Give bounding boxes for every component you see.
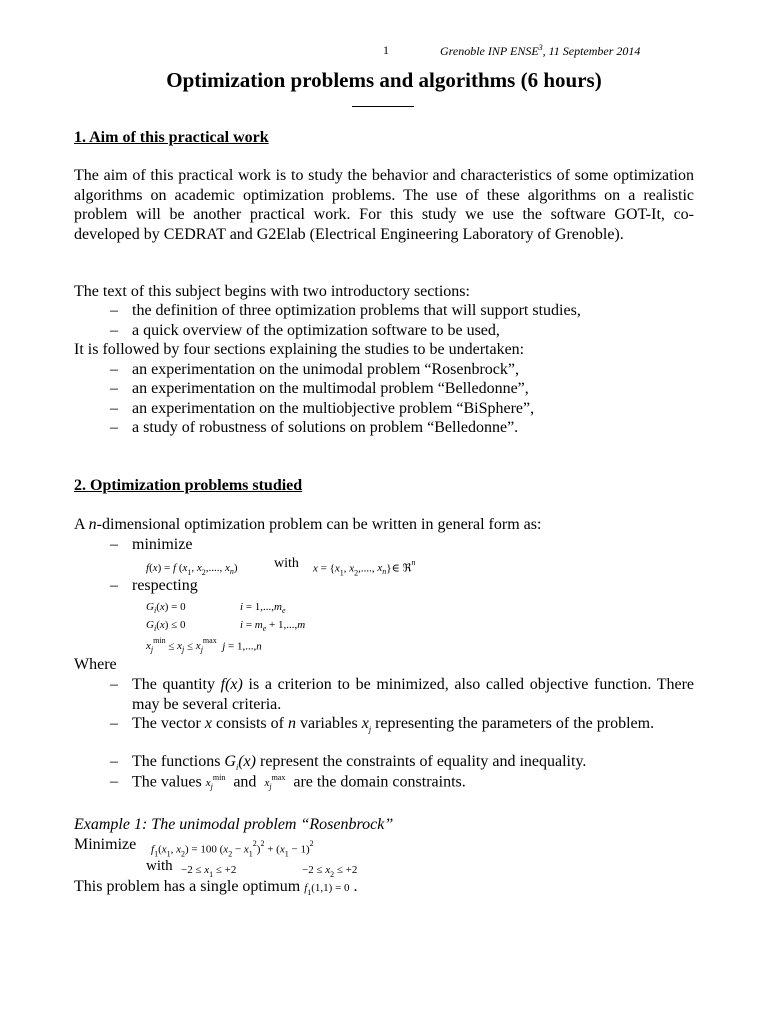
example-1-heading: Example 1: The unimodal problem “Rosenbrock”	[74, 816, 394, 833]
dash: –	[110, 753, 118, 770]
dash: –	[110, 400, 118, 417]
dash: –	[110, 361, 118, 378]
dash: –	[110, 536, 118, 553]
single-optimum-line: This problem has a single optimum $f_1(1,1) = 0$ .	[74, 878, 358, 898]
dash: –	[110, 302, 118, 319]
dash: –	[110, 419, 118, 436]
dash: –	[110, 322, 118, 339]
dash: –	[110, 577, 118, 594]
dash: –	[110, 773, 118, 790]
rosenbrock-formula: $f_1(x_1$, $x_2) = 100$ $(x_2 - x_1^2)^2 + (x_1 - 1)^2$	[151, 839, 314, 859]
header-org-sup: 3	[538, 43, 543, 52]
variable-set-formula: $x = \{x_1$, $x_2$,...., $x_n\}\in$ ℜ$^n$	[313, 558, 416, 578]
document-page: 1 Grenoble INP ENSE$^3$, 11 September 2014 Optimization problems and algorithms (6 hours) 1. Aim of this practical work The aim of this practical work is to study the behavior and characteristics of some optimization algorithms on academic optimization problems. The use of these algorithms on a realistic problem will be another practical work. For this study we use the software GOT-It, co-developed by CEDRAT and G2Elab (Electrical Engineering Laboratory of Grenoble). The text of this subject begins with two introductory sections: – the definition of three optimization problems that will support studies, – a quick overview of the optimization software to be used, It is followed by four sections explaining the studies to be undertaken: – an experimentation on the unimodal problem “Rosenbrock”, – an experimentation on the multimodal problem “Belledonne”, – an experimentation on the multiobjective problem “BiSphere”, – a study of robustness of solutions on problem “Belledonne”. 2. Optimization problems studied A n-dimensional optimization problem can be written in general form as: – minimize f(x) = f ($x_1$, $x_2$,...., $x_n$) with $x = \{x_1$, $x_2$,...., $x_n\}\in$ ℜ$^n$ – respecting $G_i(x) = 0$ $i = 1,...,m_e$ $G_i(x) \le 0$ $i = m_e + 1,...,m$ $x_j^{min} \le x_j \le x_j^{max}$ j = 1,...,n Where – The quantity f(x) is a criterion to be minimized, also called objective function. There may be several criteria. – The vector x consists of n variables $x_j$ representing the parameters of the problem. – The functions $G_i(x)$ represent the constraints of equality and inequality. – The values $x_j^{min}$ and $x_j^{max}$ are the domain constraints. Example 1: The unimodal problem “Rosenbrock” Minimize $f_1(x_1$, $x_2) = 100$ $(x_2 - x_1^2)^2 + (x_1 - 1)^2$ with $-2 \le x_1 \le +2$ $-2 \le x_2 \le +2$ This problem has a single optimum $f_1(1,1) = 0$ .	[0, 0, 768, 1024]
example-1-with: with	[146, 858, 173, 874]
objective-with: with	[274, 556, 299, 571]
title-rule	[352, 106, 414, 107]
x1-bounds-formula: $-2 \le x_1 \le +2$	[181, 864, 237, 880]
page-number: 1	[383, 43, 389, 57]
x2-bounds-formula: $-2 \le x_2 \le +2$	[302, 864, 358, 880]
section-2-intro: A n-dimensional optimization problem can be written in general form as:	[74, 516, 542, 533]
intro-line: The text of this subject begins with two introductory sections:	[74, 283, 470, 300]
section-1-paragraph: The aim of this practical work is to study the behavior and characteristics of some optimization algorithms on academic optimization problems. The use of these algorithms on a realistic problem will be another practical work. For this study we use the software GOT-It, co-developed by CEDRAT and G2Elab (Electrical Engineering Laboratory of Grenoble).	[74, 167, 694, 243]
domain-constraint-formula: $x_j^{min} \le x_j \le x_j^{max}$ j = 1,...,n	[146, 636, 262, 655]
where-label: Where	[74, 656, 117, 673]
objective-formula: f(x) = f ($x_1$, $x_2$,...., $x_n$)	[146, 562, 238, 578]
where-item-quantity: – The quantity f(x) is a criterion to be minimized, also called objective function. There may be several criteria.	[110, 676, 695, 713]
dash: –	[110, 676, 118, 693]
inequality-index-formula: $i = m_e + 1,...,m$	[240, 619, 306, 634]
section-2-heading: 2. Optimization problems studied	[74, 477, 303, 494]
header-org: Grenoble INP ENSE	[440, 44, 539, 58]
dash: –	[110, 715, 118, 732]
page-title: Optimization problems and algorithms (6 hours)	[166, 68, 602, 92]
where-item-vector: – The vector x consists of n variables $x_j$ representing the parameters of the problem.	[110, 715, 655, 735]
followed-line: It is followed by four sections explaining the studies to be undertaken:	[74, 341, 525, 358]
dash: –	[110, 380, 118, 397]
equality-constraint-formula: $G_i(x) = 0$	[146, 601, 186, 616]
inequality-constraint-formula: $G_i(x) \le 0$	[146, 619, 186, 634]
example-1-minimize: Minimize	[74, 836, 137, 853]
equality-index-formula: $i = 1,...,m_e$	[240, 601, 286, 616]
header-date: , 11 September 2014	[542, 44, 641, 58]
section-1-heading: 1. Aim of this practical work	[74, 129, 269, 146]
page-header	[440, 43, 640, 59]
